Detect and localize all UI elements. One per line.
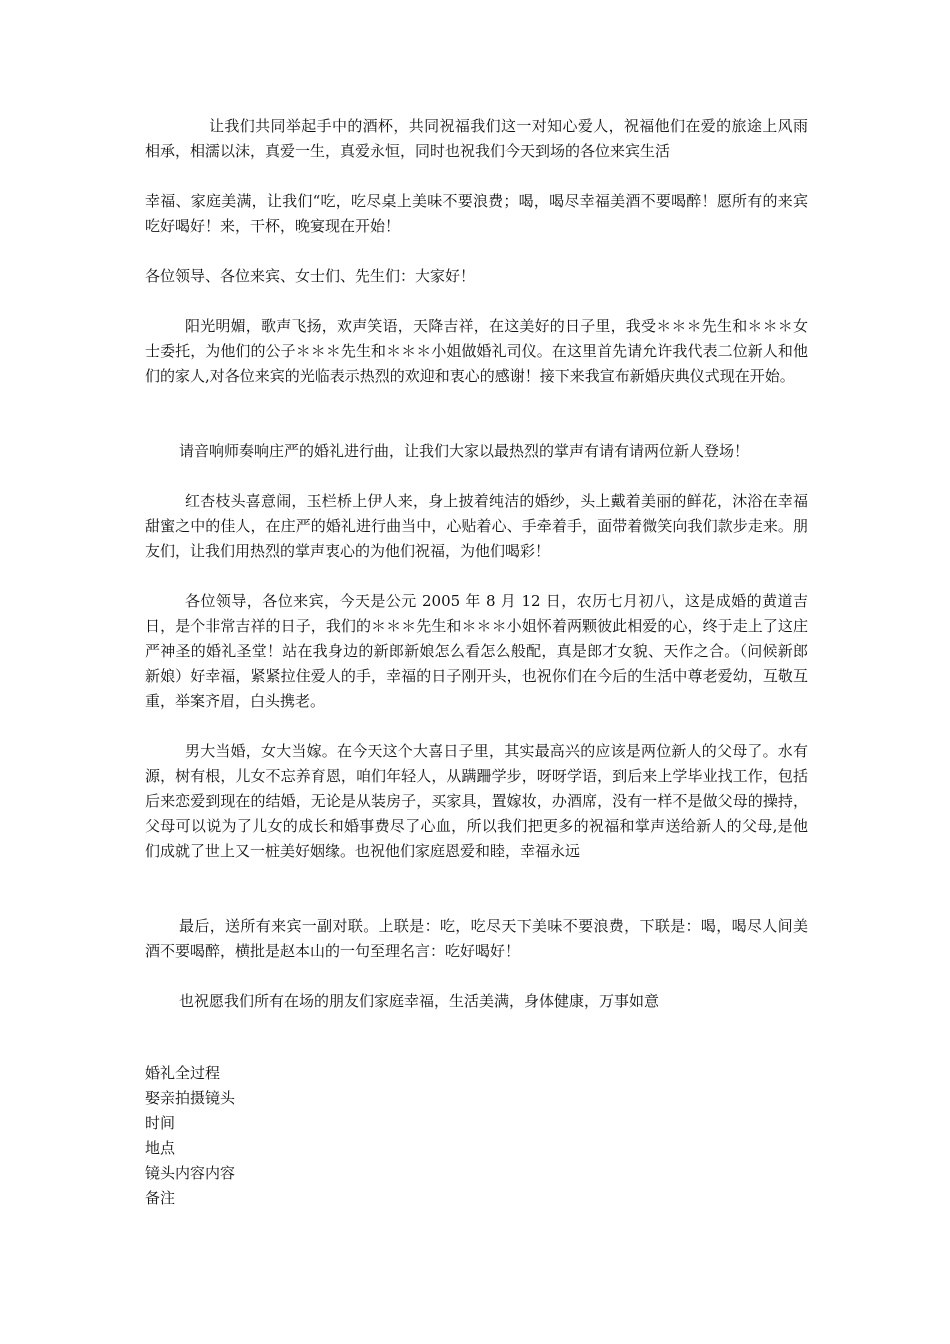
paragraph-closing-wish: 也祝愿我们所有在场的朋友们家庭幸福，生活美满，身体健康，万事如意	[179, 992, 660, 1010]
paragraph-parents: 男大当婚，女大当嫁。在今天这个大喜日子里，其实最高兴的应该是两位新人的父母了。水有源，树有根，儿女不忘养育恩，咱们年轻人，从蹒跚学步，呀呀学语，到后来上学毕业找工作，包括后来恋爱到现在的结婚，无论是从装房子，买家具，置嫁妆，办酒席，没有一样不是做父母的操持，父母可以说为了儿女的成长和婚事费尽了心血，所以我们把更多的祝福和掌声送给新人的父母,是他们成就了世上又一桩美好姻缘。也祝他们家庭恩爱和睦，幸福永远	[145, 742, 808, 860]
list-item: 镜头内容内容	[145, 1164, 236, 1182]
paragraph-bride-entrance: 红杏枝头喜意闹，玉栏桥上伊人来，身上披着纯洁的婚纱，头上戴着美丽的鲜花，沐浴在幸福甜蜜之中的佳人，在庄严的婚礼进行曲当中，心贴着心、手牵着手，面带着微笑向我们款步走来。朋友们，让我们用热烈的掌声衷心的为他们祝福，为他们喝彩！	[145, 492, 808, 560]
paragraph-opening: 阳光明媚，歌声飞扬，欢声笑语，天降吉祥，在这美好的日子里，我受＊＊＊先生和＊＊＊女士委托，为他们的公子＊＊＊先生和＊＊＊小姐做婚礼司仪。在这里首先请允许我代表二位新人和他们的家人,对各位来宾的光临表示热烈的欢迎和衷心的感谢！接下来我宣布新婚庆典仪式现在开始。	[145, 317, 808, 385]
list-item: 备注	[145, 1189, 176, 1207]
paragraph-greeting: 各位领导、各位来宾、女士们、先生们：大家好！	[145, 267, 476, 285]
list-item: 时间	[145, 1114, 176, 1132]
paragraph-date: 各位领导，各位来宾，今天是公元 2005 年 8 月 12 日，农历七月初八，这是成婚的黄道吉日，是个非常吉祥的日子，我们的＊＊＊先生和＊＊＊小姐怀着两颗彼此相爱的心，终于走上了这庄严神圣的婚礼圣堂！站在我身边的新郎新娘怎么看怎么般配，真是郎才女貌、天作之合。（问候新郎新娘）好幸福，紧紧拉住爱人的手，幸福的日子刚开头，也祝你们在今后的生活中尊老爱幼，互敬互重，举案齐眉，白头携老。	[145, 592, 808, 710]
paragraph-toast: 让我们共同举起手中的酒杯，共同祝福我们这一对知心爱人，祝福他们在爱的旅途上风雨相承，相濡以沫，真爱一生，真爱永恒，同时也祝我们今天到场的各位来宾生活	[145, 117, 808, 160]
list-item: 娶亲拍摄镜头	[145, 1089, 236, 1107]
paragraph-toast-continued: 幸福、家庭美满，让我们“吃，吃尽桌上美味不要浪费；喝，喝尽幸福美酒不要喝醉！愿所有的来宾吃好喝好！来，干杯，晚宴现在开始！	[145, 192, 808, 235]
wedding-filming-list	[145, 1061, 235, 1211]
list-item: 地点	[145, 1139, 176, 1157]
list-item: 婚礼全过程	[145, 1064, 221, 1082]
paragraph-music: 请音响师奏响庄严的婚礼进行曲，让我们大家以最热烈的掌声有请有请两位新人登场！	[179, 442, 750, 460]
paragraph-couplet: 最后，送所有来宾一副对联。上联是：吃，吃尽天下美味不要浪费，下联是：喝，喝尽人间美酒不要喝醉，横批是赵本山的一句至理名言：吃好喝好！	[145, 917, 808, 960]
